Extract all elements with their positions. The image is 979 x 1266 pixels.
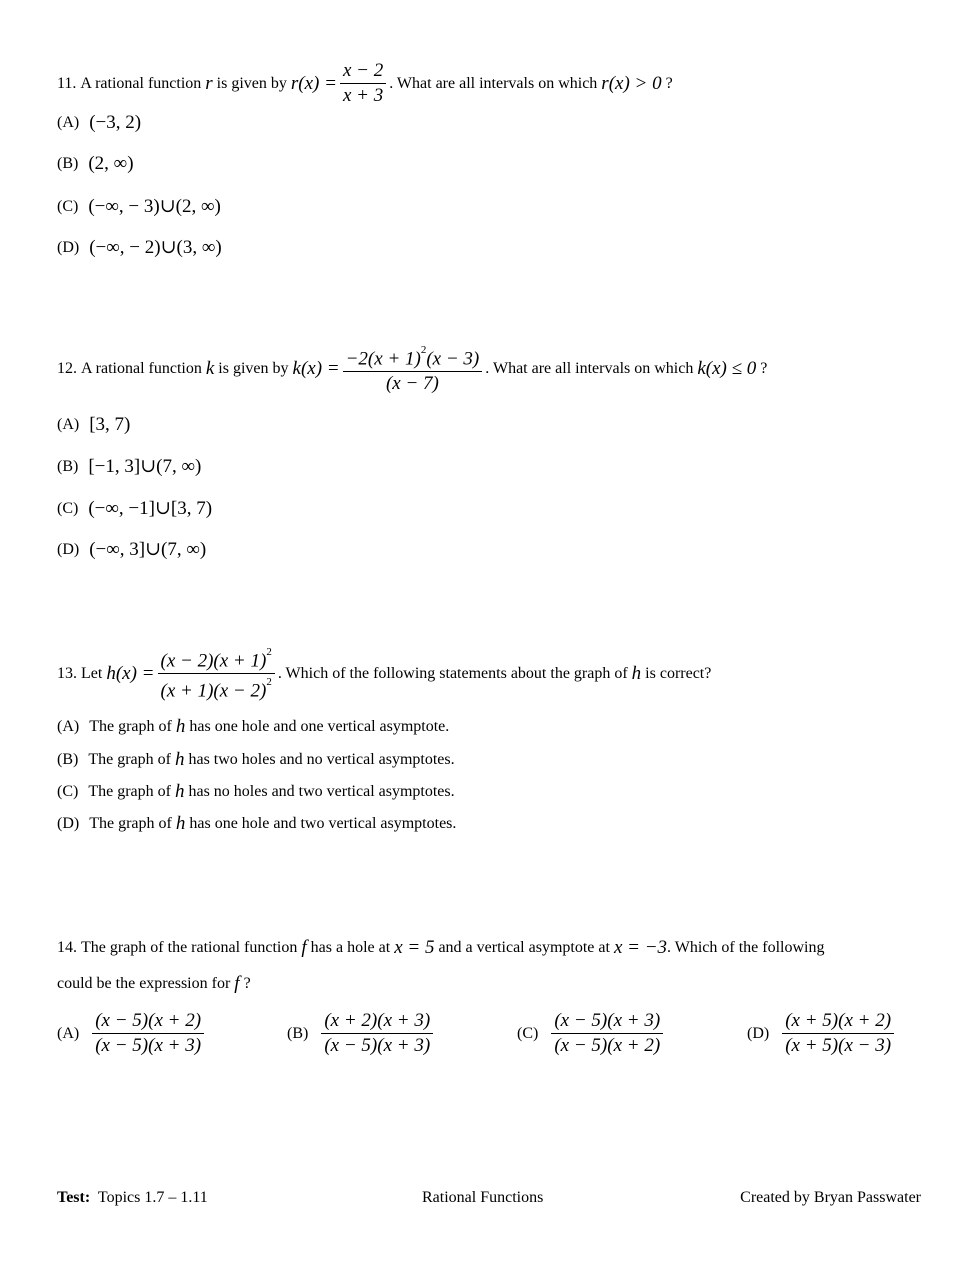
choice-value: [−1, 3]∪(7, ∞): [88, 456, 202, 477]
q11-denominator: x + 3: [342, 85, 384, 106]
choice-label: (A): [57, 1024, 80, 1042]
choice-denominator: (x − 5)(x + 3): [95, 1035, 202, 1056]
q11-text-a: A rational function: [80, 74, 202, 92]
q13-denominator-exp: 2: [266, 676, 272, 689]
q14-text-b: has a hole at: [310, 939, 391, 956]
choice-pre: The graph of: [89, 718, 172, 735]
choice-fn: h: [175, 716, 186, 737]
footer-left: [57, 1189, 208, 1207]
choice-label: (A): [57, 718, 80, 735]
choice-denominator: (x − 5)(x + 3): [324, 1035, 431, 1056]
q13-text-d: is correct?: [645, 664, 712, 682]
q12-denominator: (x − 7): [385, 373, 439, 395]
choice-pre: The graph of: [89, 815, 172, 832]
q13-text-c: . Which of the following statements about the graph of: [277, 664, 628, 682]
q12-choice-c[interactable]: [57, 497, 212, 520]
q14-choice-a[interactable]: [57, 1010, 207, 1057]
q14-choice-c[interactable]: [517, 1010, 666, 1057]
q14-hole: x = 5: [394, 937, 435, 958]
q12-number: 12.: [57, 360, 77, 378]
q11-fn-name: r: [205, 72, 213, 94]
choice-label: (B): [287, 1024, 309, 1042]
q12-text-c: . What are all intervals on which: [485, 360, 694, 378]
q13-numerator-exp: 2: [266, 646, 272, 658]
q13-choice-d[interactable]: [57, 813, 456, 835]
q11-qmark: ?: [665, 74, 673, 92]
q13-denominator: [158, 674, 275, 702]
choice-numerator: (x + 5)(x + 2): [782, 1010, 894, 1034]
q11-choice-d[interactable]: [57, 236, 222, 259]
q12-fn-name: k: [205, 358, 215, 380]
q13-fn-name: h: [631, 662, 642, 684]
q14-text-c: and a vertical asymptote at: [438, 939, 610, 956]
q14-number: 14.: [57, 939, 77, 956]
choice-post: has one hole and two vertical asymptotes.: [189, 815, 457, 832]
q11-stem: [57, 60, 673, 107]
choice-denominator: (x + 5)(x − 3): [785, 1035, 892, 1056]
q13-lhs: h(x) =: [106, 662, 155, 684]
choice-numerator: (x + 2)(x + 3): [321, 1010, 433, 1034]
q13-text-a: Let: [81, 664, 103, 682]
choice-value: [3, 7): [89, 414, 131, 435]
q11-choice-b[interactable]: [57, 153, 134, 175]
q13-numerator-pre: (x − 2)(x + 1): [160, 650, 267, 672]
footer-center: Rational Functions: [422, 1189, 544, 1206]
q13-numerator: [158, 645, 275, 674]
q13-number: 13.: [57, 664, 77, 682]
choice-numerator: (x − 5)(x + 2): [92, 1010, 204, 1034]
choice-value: (2, ∞): [88, 153, 134, 174]
q14-line2-a: could be the expression for: [57, 975, 231, 992]
footer-topics: Topics 1.7 – 1.11: [97, 1189, 208, 1206]
q13-stem: [57, 645, 711, 703]
choice-label: (A): [57, 416, 80, 433]
q11-numerator: x − 2: [340, 60, 386, 84]
choice-value: (−∞, − 3)∪(2, ∞): [88, 196, 221, 217]
q14-asymptote: x = −3: [613, 937, 668, 958]
q12-text-b: is given by: [218, 360, 289, 378]
q12-numerator: [343, 343, 483, 372]
q12-choice-b[interactable]: [57, 455, 201, 478]
q13-fraction: [158, 645, 275, 703]
q13-choice-b[interactable]: [57, 749, 455, 771]
q14-line2-q: ?: [243, 975, 251, 992]
q11-text-b: is given by: [216, 74, 287, 92]
choice-label: (C): [57, 499, 79, 517]
choice-fraction: [92, 1010, 204, 1057]
q11-text-c: . What are all intervals on which: [389, 74, 598, 92]
choice-post: has no holes and two vertical asymptotes.: [188, 783, 455, 800]
q12-numerator-post: (x − 3): [426, 348, 480, 370]
choice-label: (C): [57, 197, 79, 215]
q11-number: 11.: [57, 74, 77, 92]
choice-value: (−3, 2): [89, 112, 142, 133]
choice-post: has two holes and no vertical asymptotes.: [188, 751, 455, 768]
q11-lhs: r(x) =: [290, 72, 337, 94]
q12-choice-d[interactable]: [57, 538, 206, 561]
choice-value: (−∞, 3]∪(7, ∞): [89, 539, 207, 560]
choice-label: (B): [57, 457, 79, 475]
choice-numerator: (x − 5)(x + 3): [551, 1010, 663, 1034]
q13-choice-c[interactable]: [57, 781, 455, 803]
q12-numerator-pre: −2(x + 1): [345, 348, 421, 370]
q13-denominator-pre: (x + 1)(x − 2): [160, 680, 267, 702]
q12-choice-a[interactable]: [57, 414, 130, 436]
choice-label: (D): [747, 1024, 770, 1042]
choice-pre: The graph of: [88, 783, 171, 800]
q14-text-a: The graph of the rational function: [81, 939, 298, 956]
q13-choice-a[interactable]: [57, 716, 449, 738]
choice-label: (B): [57, 155, 79, 172]
q12-stem: [57, 343, 767, 395]
q14-fn-name: f: [301, 937, 307, 958]
choice-fraction: [321, 1010, 433, 1057]
q11-choice-a[interactable]: [57, 112, 141, 134]
q12-qmark: ?: [760, 360, 768, 378]
q12-lhs: k(x) =: [292, 358, 340, 380]
choice-fn: h: [175, 813, 186, 834]
q14-choice-d[interactable]: [747, 1010, 897, 1057]
q14-stem-line2: [57, 973, 251, 995]
q14-text-d: . Which of the following: [667, 939, 825, 956]
q14-choice-b[interactable]: [287, 1010, 436, 1057]
footer-right: Created by Bryan Passwater: [740, 1189, 921, 1206]
choice-label: (A): [57, 114, 80, 131]
choice-label: (C): [517, 1024, 539, 1042]
q12-numerator-exp: 2: [420, 344, 427, 356]
choice-fraction: [782, 1010, 894, 1057]
q14-line2-fn: f: [234, 973, 240, 994]
choice-value: (−∞, − 2)∪(3, ∞): [89, 237, 222, 258]
q12-fraction: [343, 343, 483, 395]
choice-label: (D): [57, 815, 80, 832]
q12-text-a: A rational function: [81, 360, 202, 378]
choice-pre: The graph of: [88, 751, 171, 768]
choice-label: (C): [57, 783, 79, 800]
q11-condition: r(x) > 0: [601, 72, 662, 94]
q11-fraction: [340, 60, 386, 107]
q12-condition: k(x) ≤ 0: [697, 358, 757, 380]
q11-choice-c[interactable]: [57, 195, 221, 218]
choice-label: (D): [57, 238, 80, 256]
choice-post: has one hole and one vertical asymptote.: [189, 718, 450, 735]
choice-denominator: (x − 5)(x + 2): [554, 1035, 661, 1056]
choice-value: (−∞, −1]∪[3, 7): [88, 498, 213, 519]
choice-fn: h: [174, 781, 185, 802]
choice-label: (D): [57, 540, 80, 558]
q14-stem-line1: [57, 937, 824, 959]
choice-label: (B): [57, 751, 79, 768]
choice-fraction: [551, 1010, 663, 1057]
choice-fn: h: [174, 749, 185, 770]
footer-test-label: Test:: [57, 1189, 91, 1206]
